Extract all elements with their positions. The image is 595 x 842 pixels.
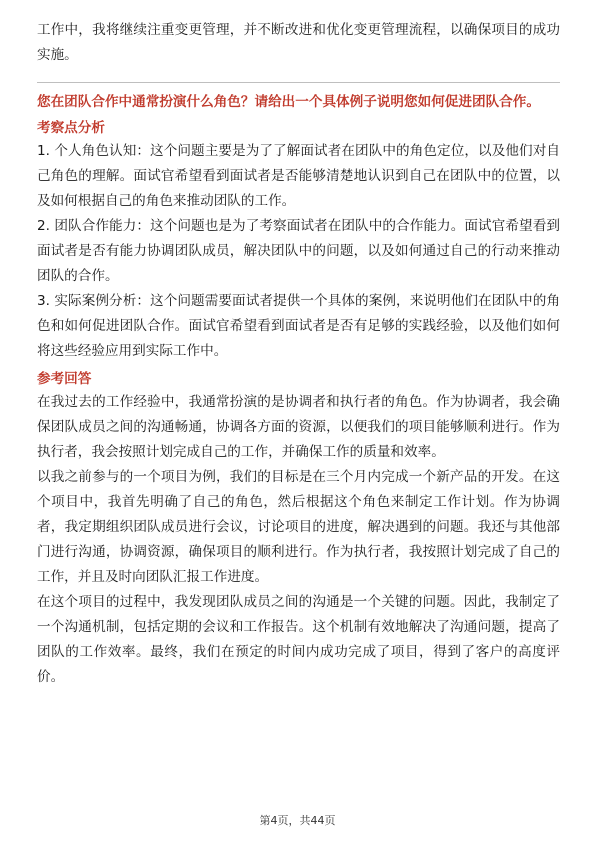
analysis-title: 考察点分析	[37, 120, 105, 136]
analysis-point-1: 1. 个人角色认知：这个问题主要是为了了解面试者在团队中的角色定位，以及他们对自己角色的理解。面试官希望看到面试者是否能够清楚地认识到自己在团队中的位置，以及如何根据自己的角色来推动团队的工作。	[37, 143, 560, 209]
answer-title: 参考回答	[37, 371, 92, 387]
answer-paragraph-2: 以我之前参与的一个项目为例，我们的目标是在三个月内完成一个新产品的开发。在这个项目中，我首先明确了自己的角色，然后根据这个角色来制定工作计划。作为协调者，我定期组织团队成员进行会议，讨论项目的进度，解决遇到的问题。我还与其他部门进行沟通，协调资源，确保项目的顺利进行。作为执行者，我按照计划完成了自己的工作，并且及时向团队汇报工作进度。	[37, 469, 560, 585]
answer-paragraph-3: 在这个项目的过程中，我发现团队成员之间的沟通是一个关键的问题。因此，我制定了一个沟通机制，包括定期的会议和工作报告。这个机制有效地解决了沟通问题，提高了团队的工作效率。最终，我们在预定的时间内成功完成了项目，得到了客户的高度评价。	[37, 594, 560, 685]
page-number: 第4页，共44页	[259, 814, 336, 827]
interview-question: 您在团队合作中通常扮演什么角色？请给出一个具体例子说明您如何促进团队合作。	[37, 94, 540, 110]
document-page	[37, 18, 560, 690]
intro-continuation: 工作中，我将继续注重变更管理，并不断改进和优化变更管理流程，以确保项目的成功实施。	[37, 22, 560, 63]
analysis-point-3: 3. 实际案例分析：这个问题需要面试者提供一个具体的案例，来说明他们在团队中的角色和如何促进团队合作。面试官希望看到面试者是否有足够的实践经验，以及他们如何将这些经验应用到实际工作中。	[37, 293, 560, 359]
section-divider	[37, 82, 560, 83]
analysis-point-2: 2. 团队合作能力：这个问题也是为了考察面试者在团队中的合作能力。面试官希望看到面试者是否有能力协调团队成员，解决团队中的问题，以及如何通过自己的行动来推动团队的合作。	[37, 218, 560, 284]
answer-paragraph-1: 在我过去的工作经验中，我通常扮演的是协调者和执行者的角色。作为协调者，我会确保团队成员之间的沟通畅通，协调各方面的资源，以便我们的项目能够顺利进行。作为执行者，我会按照计划完成自己的工作，并确保工作的质量和效率。	[37, 394, 560, 460]
